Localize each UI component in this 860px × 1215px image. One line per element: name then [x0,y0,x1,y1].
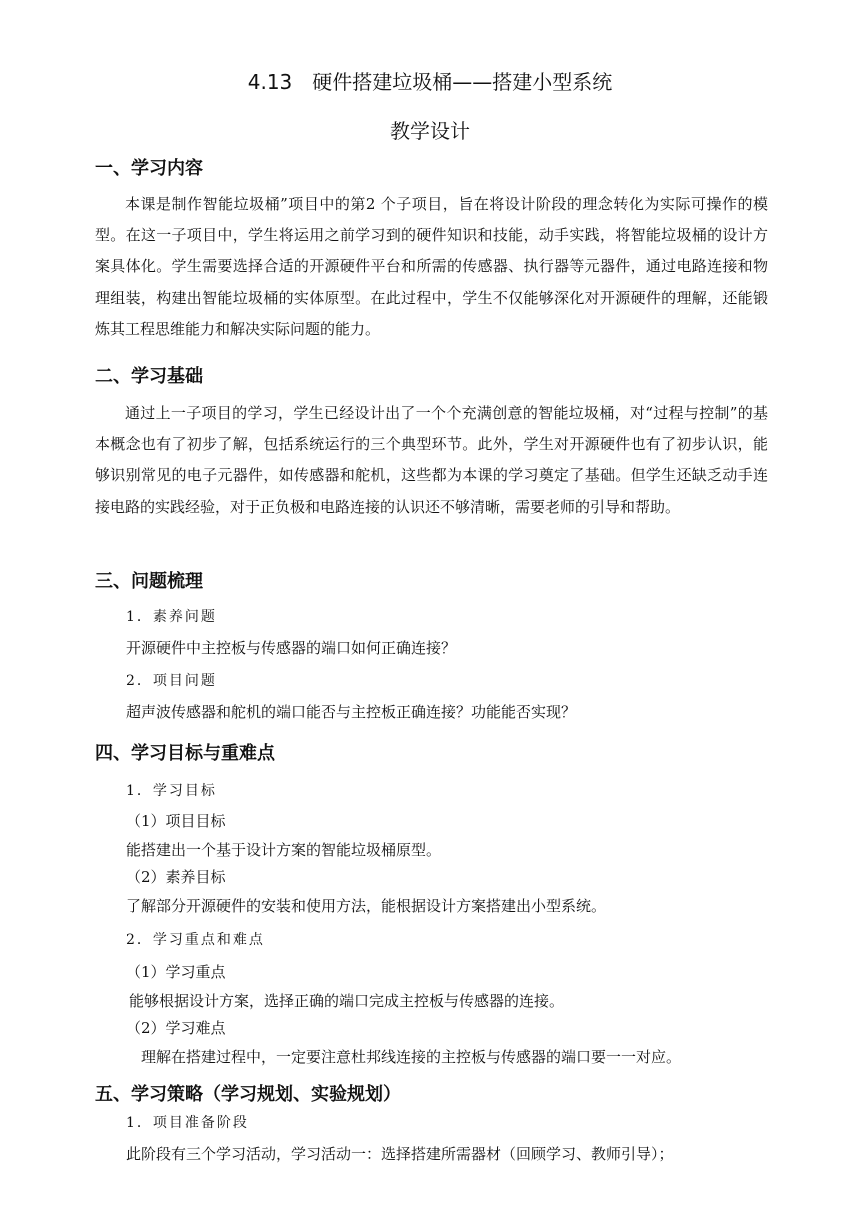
text-key-point: 能够根据设计方案，选择正确的端口完成主控板与传感器的连接。 [129,992,565,1010]
section-heading-learning-strategy: 五、学习策略（学习规划、实验规划） [95,1084,401,1105]
paragraph-learning-content: 本课是制作智能垃圾桶”项目中的第2 个子项目，旨在将设计阶段的理念转化为实际可操作的模型。在这一子项目中，学生将运用之前学习到的硬件知识和技能，动手实践，将智能垃圾桶的设计方案具体化。学生需要选择合适的开源硬件平台和所需的传感器、执行器等元器件，通过电路连接和物理组装，构建出智能垃圾桶的实体原型。在此过程中，学生不仅能够深化对开源硬件的理解，还能锻炼其工程思维能力和解决实际问题的能力。 [95,195,768,338]
subheading-literacy-question: 1．素养问题 [126,609,217,625]
text-project-goal: 能搭建出一个基于设计方案的智能垃圾桶原型。 [126,841,442,859]
text-prep-stage: 此阶段有三个学习活动，学习活动一：选择搭建所需器材（回顾学习、教师引导）； [126,1145,674,1163]
subheading-learning-goals: 1．学习目标 [126,783,217,799]
text-literacy-goal: 了解部分开源硬件的安装和使用方法，能根据设计方案搭建出小型系统。 [126,897,607,915]
document-subtitle: 教学设计 [390,119,470,143]
subheading-prep-stage: 1．项目准备阶段 [126,1115,249,1131]
section-heading-learning-basis: 二、学习基础 [95,366,203,387]
label-project-goal: （1）项目目标 [126,812,226,830]
subheading-key-difficult: 2．学习重点和难点 [126,932,265,948]
section-heading-learning-content: 一、学习内容 [95,158,203,179]
text-literacy-question: 开源硬件中主控板与传感器的端口如何正确连接？ [126,639,457,657]
section-heading-goals-key-points: 四、学习目标与重难点 [95,743,275,764]
label-difficult-point: （2）学习难点 [126,1019,226,1037]
paragraph-learning-basis: 通过上一子项目的学习，学生已经设计出了一个个充满创意的智能垃圾桶，对“过程与控制”的基本概念也有了初步了解，包括系统运行的三个典型环节。此外，学生对开源硬件也有了初步认识，能够识别常见的电子元器件，如传感器和舵机，这些都为本课的学习奠定了基础。但学生还缺乏动手连接电路的实践经验，对于正负极和电路连接的认识还不够清晰，需要老师的引导和帮助。 [95,404,768,516]
label-key-point: （1）学习重点 [126,963,226,981]
label-literacy-goal: （2）素养目标 [126,868,226,886]
subheading-project-question: 2．项目问题 [126,673,217,689]
text-difficult-point: 理解在搭建过程中，一定要注意杜邦线连接的主控板与传感器的端口要一一对应。 [141,1048,682,1066]
text-project-question: 超声波传感器和舵机的端口能否与主控板正确连接？功能能否实现？ [126,703,577,721]
section-heading-problem-sorting: 三、问题梳理 [95,571,203,592]
document-title: 4.13 硬件搭建垃圾桶——搭建小型系统 [247,70,613,94]
